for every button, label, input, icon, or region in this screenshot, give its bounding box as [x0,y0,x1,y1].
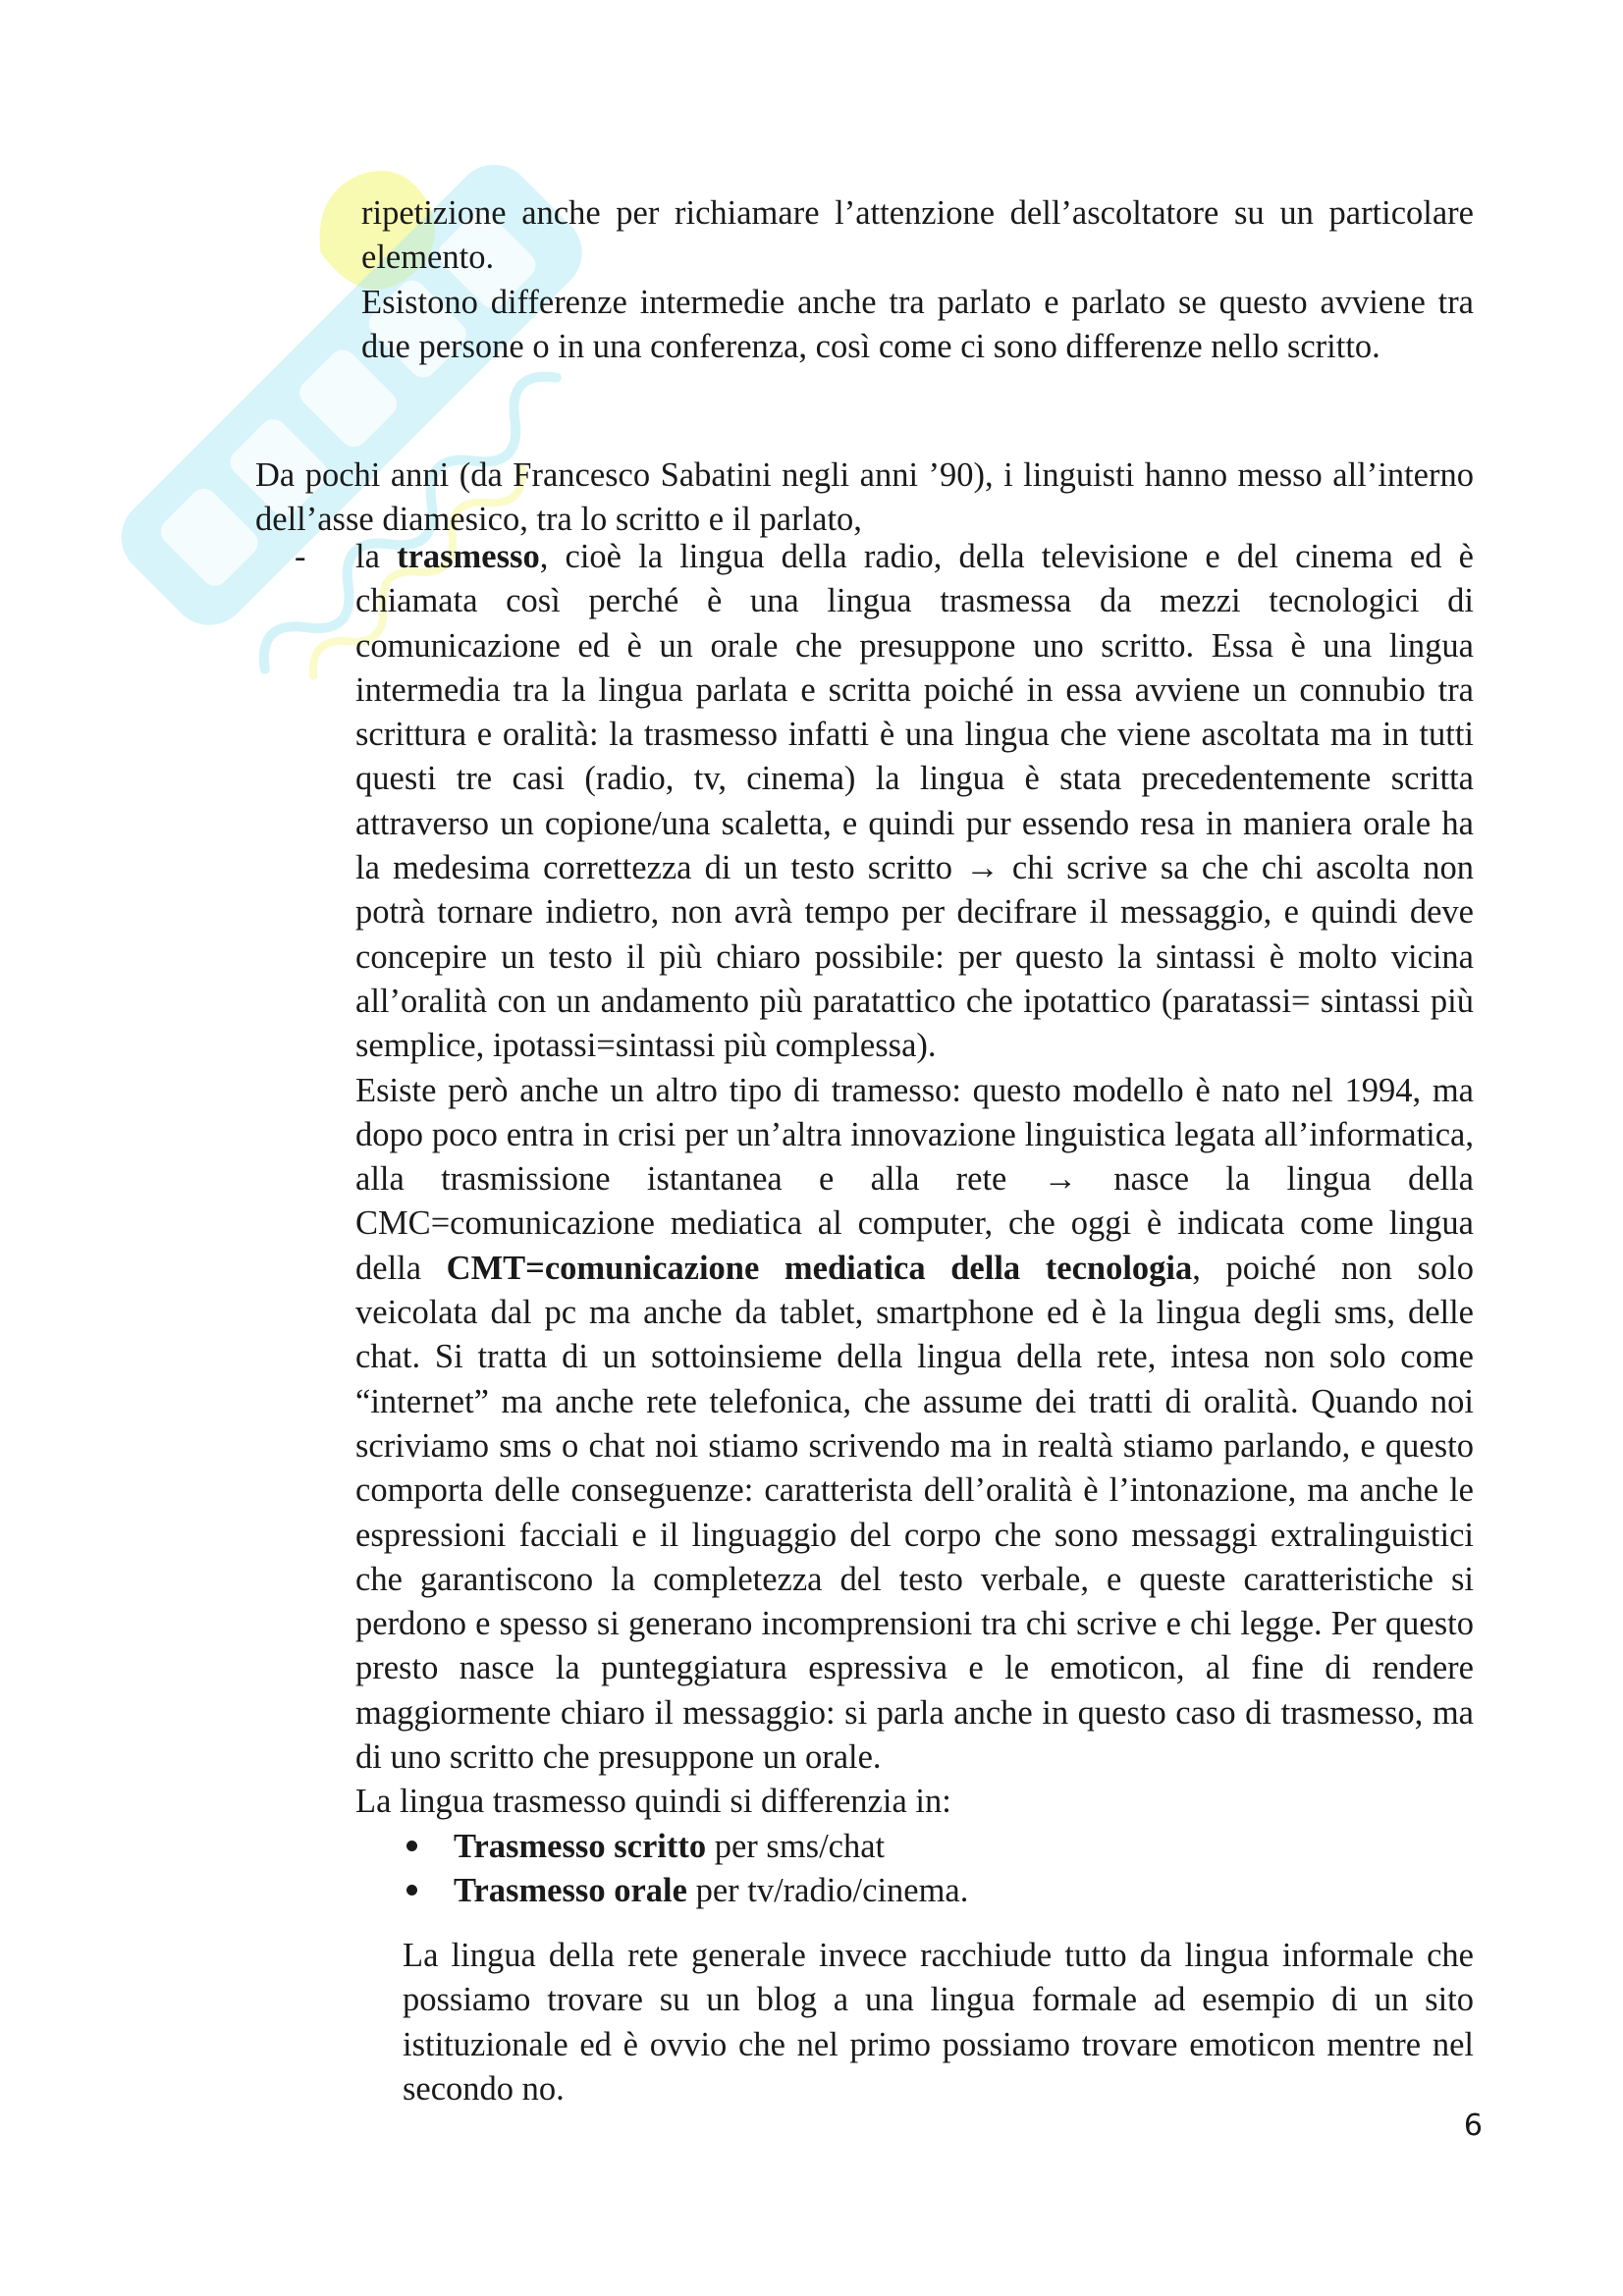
bullet-icon [406,1885,417,1896]
paragraph-rete: La lingua della rete generale invece racchiude tutto da lingua informale che possiamo trovare su un blog a una lingua formale ad esempio di un sito istituzionale ed è ovvio che nel primo possiamo trovare emoticon mentre nel secondo no. [403,1937,1474,2108]
bullet-item: Trasmesso scritto per sms/chat [355,1825,1474,1869]
paragraph-differenzia: La lingua trasmesso quindi si differenzia in: [355,1783,951,1821]
paragraph-ripetizione: ripetizione anche per richiamare l’attenzione dell’ascoltatore su un particolare elemento. [361,194,1474,277]
bullet-item: Trasmesso orale per tv/radio/cinema. [355,1869,1474,1913]
paragraph-intro: Da pochi anni (da Francesco Sabatini negli anni ’90), i linguisti hanno messo all’interno dell’asse diamesico, tra lo scritto e il parlato, [255,456,1474,539]
dash-item-body [355,535,1474,1913]
page-number: 6 [1463,2109,1483,2143]
term-cmt: CMT=comunicazione mediatica della tecnologia [446,1249,1193,1287]
term-trasmesso: trasmesso [397,538,540,575]
paragraph-cmc: Esiste però anche un altro tipo di tramesso: questo modello è nato nel 1994, ma dopo poco entra in crisi per un’altra innovazione linguistica legata all’informatica, alla trasmissione istantanea e alla rete → nasce la lingua della CMC=comunicazione mediatica al computer, che oggi è indicata come lingua della CMT=comunicazione mediatica della tecnologia, poiché non solo veicolata dal pc ma anche da tablet, smartphone ed è la lingua degli sms, delle chat. Si tratta di un sottoinsieme della lingua della rete, intesa non solo come “internet” ma anche rete telefonica, che assume dei tratti di oralità. Quando noi scriviamo sms o chat noi stiamo scrivendo ma in realtà stiamo parlando, e questo comporta delle conseguenze: caratterista dell’oralità è l’intonazione, ma anche le espressioni facciali e il linguaggio del corpo che sono messaggi extralinguistici che garantiscono la completezza del testo verbale, e queste caratteristiche si perdono e spesso si generano incomprensioni tra chi scrive e chi legge. Per questo presto nasce la punteggiatura espressiva e le emoticon, al fine di rendere maggiormente chiaro il messaggio: si parla anche in questo caso di trasmesso, ma di uno scritto che presuppone un orale. [355,1071,1474,1777]
paragraph-trasmesso: la trasmesso, cioè la lingua della radio, della televisione e del cinema ed è chiamata così perché è una lingua trasmessa da mezzi tecnologici di comunicazione ed è un orale che presuppone uno scritto. Essa è una lingua intermedia tra la lingua parlata e scritta poiché in essa avviene un connubio tra scrittura e oralità: la trasmesso infatti è una lingua che viene ascoltata ma in tutti questi tre casi (radio, tv, cinema) la lingua è stata precedentemente scritta attraverso un copione/una scaletta, e quindi pur essendo resa in maniera orale ha la medesima correttezza di un testo scritto → chi scrive sa che chi ascolta non potrà tornare indietro, non avrà tempo per decifrare il messaggio, e quindi deve concepire un testo il più chiaro possibile: per questo la sintassi è molto vicina all’oralità con un andamento più paratattico che ipotattico (paratassi= sintassi più semplice, ipotassi=sintassi più complessa). [355,538,1474,1065]
dash-marker: - [295,538,306,575]
paragraph-differenze: Esistono differenze intermedie anche tra parlato e parlato se questo avviene tra due persone o in una conferenza, così come ci sono differenze nello scritto. [361,284,1474,366]
bullet-list [355,1825,1474,1914]
bullet-icon [406,1841,417,1851]
